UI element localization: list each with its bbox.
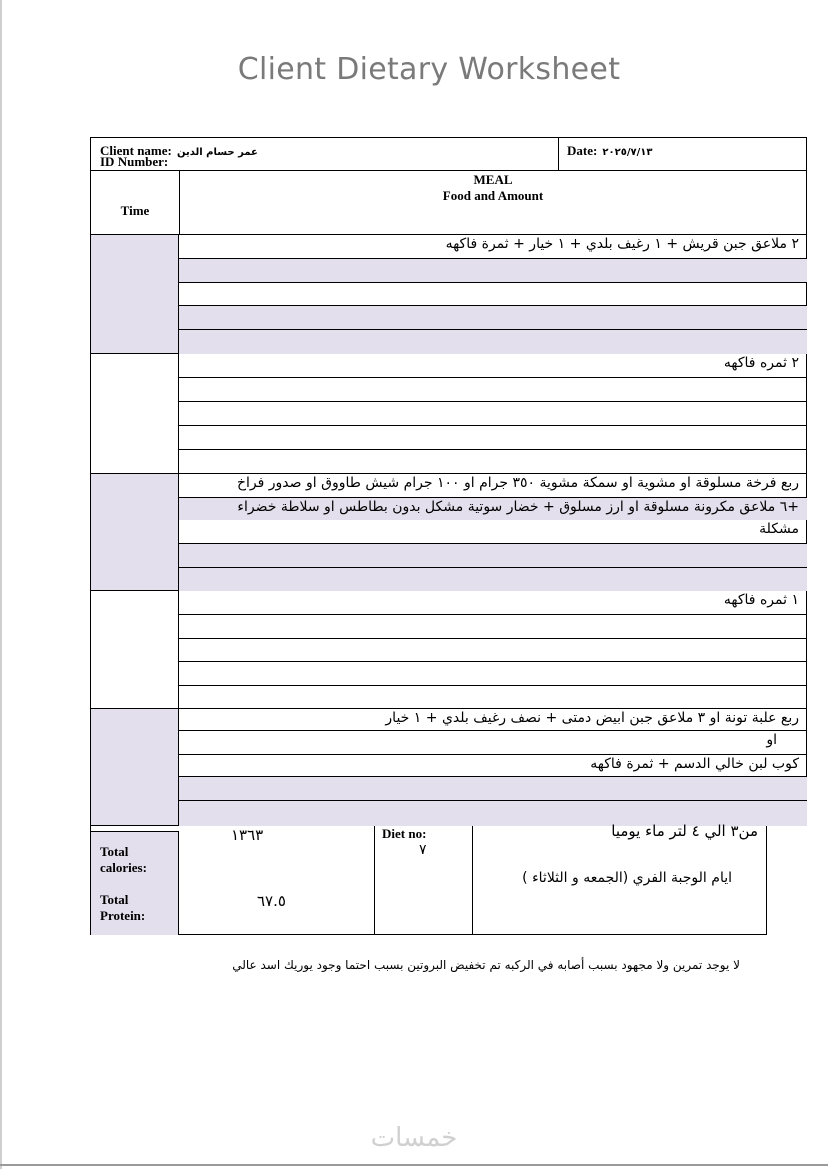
meal-line <box>179 354 807 378</box>
id-number-label: ID Number: <box>100 154 169 169</box>
meal-line <box>179 450 807 474</box>
meal-line <box>179 426 807 450</box>
worksheet-title: Client Dietary Worksheet <box>237 52 621 87</box>
page-bottom-edge <box>0 1164 828 1166</box>
meal-line-text: +٦ ملاعق مكرونة مسلوقة او ارز مسلوق + خضار سوتية مشكل بدون بطاطس او سلاطة خضراء <box>237 499 799 515</box>
meal-line <box>179 498 807 520</box>
meal-line <box>179 520 807 544</box>
meal-line <box>179 615 807 639</box>
header-divider <box>558 138 559 171</box>
meal-group-4 <box>90 591 807 709</box>
totals-label-cell <box>91 831 179 935</box>
meal-time-cell <box>91 474 179 590</box>
meal-line <box>179 568 807 591</box>
total-calories-label: Total calories: <box>100 844 147 875</box>
meal-line <box>179 639 807 662</box>
meal-line-text: ربع علبة تونة او ٣ ملاعق جبن ابيض دمتى + نصف رغيف بلدي + ١ خيار <box>385 710 799 726</box>
client-name-value: عمر حسام الدين <box>176 147 258 158</box>
meal-line <box>179 306 807 330</box>
meal-group-3 <box>90 474 807 591</box>
total-protein-label: Total Protein: <box>100 892 146 923</box>
diet-no-value: ٧ <box>419 842 427 858</box>
meal-group-2 <box>90 354 807 474</box>
client-header-row <box>90 137 807 171</box>
meal-line-text: او <box>766 732 777 748</box>
meal-line <box>179 662 807 686</box>
meal-group-5 <box>90 709 807 826</box>
footer-note: لا يوجد تمرين ولا مجهود بسبب أصابه في الركبه تم تخفيض البروتين بسبب احتما وجود يوريك اسد عالي <box>232 958 740 972</box>
date-line <box>567 140 652 159</box>
water-intake-note: من٣ الي ٤ لتر ماء يوميا <box>611 822 758 840</box>
meal-time-cell <box>91 354 179 473</box>
date-value: ٢٠٢٥/٧/١٣ <box>602 147 653 158</box>
totals-row <box>90 822 767 935</box>
meal-line <box>179 259 807 283</box>
time-column-header: Time <box>120 203 150 218</box>
meal-line <box>179 591 807 615</box>
meal-line <box>179 544 807 568</box>
page-edge <box>0 0 2 1169</box>
meal-line <box>179 777 807 801</box>
diet-no-label: Diet no: <box>382 826 427 841</box>
meal-line <box>179 686 807 709</box>
diet-column-divider <box>374 826 375 934</box>
meal-line-text: ٢ ثمره فاكهه <box>723 355 799 371</box>
meal-line <box>179 235 807 259</box>
meal-column-header <box>179 172 807 204</box>
watermark-logo <box>362 1120 466 1154</box>
meal-line-text: كوب لبن خالي الدسم + ثمرة فاكهه <box>590 756 799 772</box>
meal-line <box>179 402 807 426</box>
meal-time-cell <box>91 709 179 825</box>
meal-time-cell <box>91 235 179 353</box>
meal-line <box>179 755 807 777</box>
meal-line <box>179 709 807 731</box>
total-calories-value: ١٣٦٣ <box>231 826 264 844</box>
meal-line-text: مشكلة <box>759 521 799 537</box>
notes-column-divider <box>472 826 473 934</box>
meal-line <box>179 474 807 498</box>
meal-line <box>179 378 807 402</box>
client-name-label: Client name: <box>100 143 172 158</box>
meal-line <box>179 283 807 306</box>
free-meal-days-note: ايام الوجبة الفري (الجمعه و الثلاثاء ) <box>522 870 732 886</box>
total-protein-value: ٦٧.٥ <box>257 892 286 910</box>
meal-line-text: ٢ ملاعق جبن قريش + ١ رغيف بلدي + ١ خيار + ثمرة فاكهه <box>445 236 799 252</box>
watermark-text: خمسات <box>370 1123 458 1153</box>
meal-line-text: ربع فرخة مسلوقة او مشوية او سمكة مشوية ٣٥٠ جرام او ١٠٠ جرام شيش طاووق او صدور فراخ <box>236 475 799 491</box>
meal-header-row <box>90 170 807 235</box>
meal-line-text: ١ ثمره فاكهه <box>723 592 799 608</box>
meal-group-1 <box>90 235 807 354</box>
meal-line <box>179 330 807 354</box>
meal-line <box>179 731 807 755</box>
date-label: Date: <box>567 143 598 158</box>
food-amount-title: Food and Amount <box>442 188 544 203</box>
meal-time-cell <box>91 591 179 708</box>
meal-title: MEAL <box>473 172 513 187</box>
